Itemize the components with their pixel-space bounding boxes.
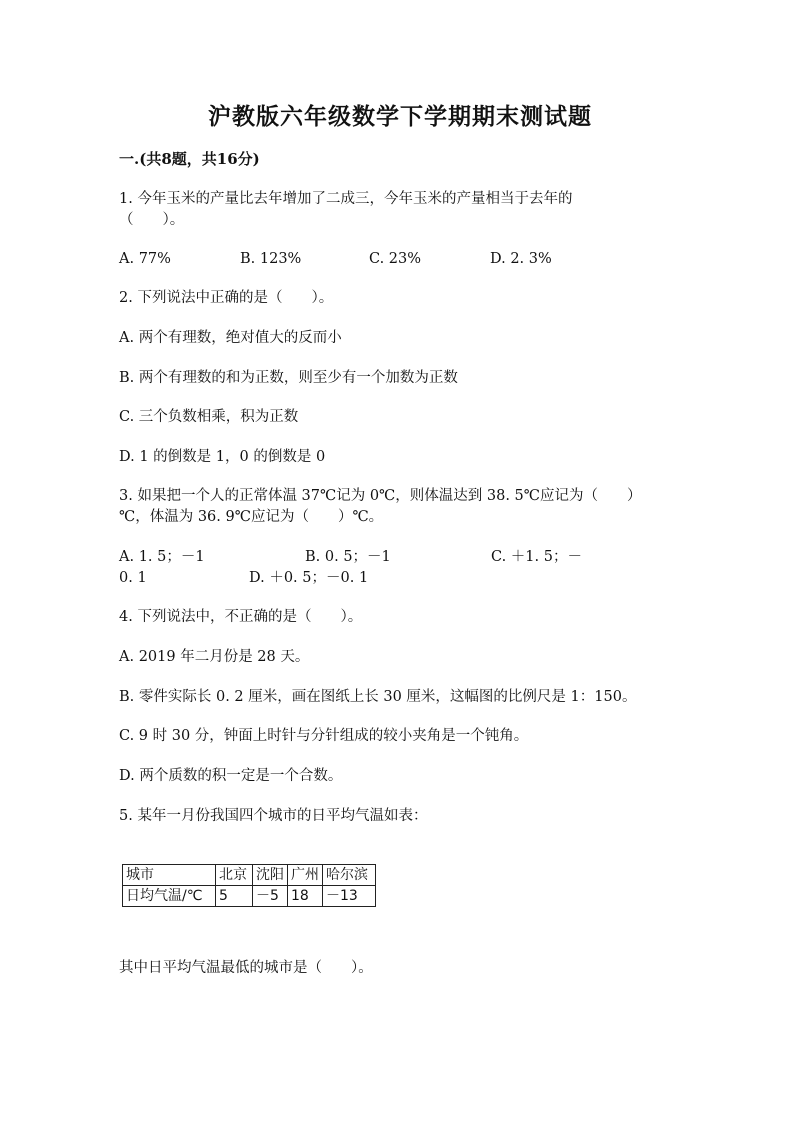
table-cell: －5 <box>253 886 288 907</box>
temperature-table <box>122 864 376 907</box>
q3-option-d: D. ＋0. 5；－0. 1 <box>249 570 369 586</box>
table-cell: －13 <box>323 886 376 907</box>
q2-option-c: C. 三个负数相乘，积为正数 <box>119 409 299 425</box>
q3-option-c-continued: 0. 1 <box>119 570 147 586</box>
q4-option-b: B. 零件实际长 0. 2 厘米，画在图纸上长 30 厘米，这幅图的比例尺是 1：150。 <box>119 689 637 705</box>
q5-question: 其中日平均气温最低的城市是（ ）。 <box>119 960 373 976</box>
q1-stem-line1: 1. 今年玉米的产量比去年增加了二成三，今年玉米的产量相当于去年的 <box>119 191 573 207</box>
table-header-cell: 北京 <box>216 865 253 886</box>
q4-stem: 4. 下列说法中，不正确的是（ ）。 <box>119 609 363 625</box>
table-row <box>123 886 376 907</box>
table-header-cell: 广州 <box>288 865 323 886</box>
q3-option-b: B. 0. 5；－1 <box>305 549 391 565</box>
q1-option-d: D. 2. 3% <box>490 251 552 267</box>
q2-stem: 2. 下列说法中正确的是（ ）。 <box>119 290 334 306</box>
q4-option-d: D. 两个质数的积一定是一个合数。 <box>119 768 343 784</box>
table-header-cell: 沈阳 <box>253 865 288 886</box>
table-cell: 5 <box>216 886 253 907</box>
q2-option-b: B. 两个有理数的和为正数，则至少有一个加数为正数 <box>119 370 458 386</box>
q3-stem-line1: 3. 如果把一个人的正常体温 37℃记为 0℃，则体温达到 38. 5℃应记为（ ） <box>119 488 642 504</box>
q1-option-b: B. 123% <box>240 251 302 267</box>
q5-stem: 5. 某年一月份我国四个城市的日平均气温如表： <box>119 808 428 824</box>
q3-stem-line2: ℃，体温为 36. 9℃应记为（ ）℃。 <box>119 509 384 525</box>
q1-option-a: A. 77% <box>119 251 171 267</box>
q3-option-a: A. 1. 5；－1 <box>119 549 205 565</box>
table-header-cell: 城市 <box>123 865 216 886</box>
table-cell: 日均气温/℃ <box>123 886 216 907</box>
q3-option-c: C. ＋1. 5；－ <box>491 549 582 565</box>
table-cell: 18 <box>288 886 323 907</box>
table-header-cell: 哈尔滨 <box>323 865 376 886</box>
exam-title: 沪教版六年级数学下学期期末测试题 <box>208 103 592 130</box>
q1-stem-line2: （ ）。 <box>119 212 185 228</box>
q2-option-d: D. 1 的倒数是 1，0 的倒数是 0 <box>119 449 326 465</box>
q1-option-c: C. 23% <box>369 251 422 267</box>
q2-option-a: A. 两个有理数，绝对值大的反而小 <box>119 330 342 346</box>
q4-option-a: A. 2019 年二月份是 28 天。 <box>119 649 310 665</box>
q4-option-c: C. 9 时 30 分，钟面上时针与分针组成的较小夹角是一个钝角。 <box>119 728 529 744</box>
section-heading: 一.(共8题，共16分) <box>119 150 260 168</box>
table-row <box>123 865 376 886</box>
